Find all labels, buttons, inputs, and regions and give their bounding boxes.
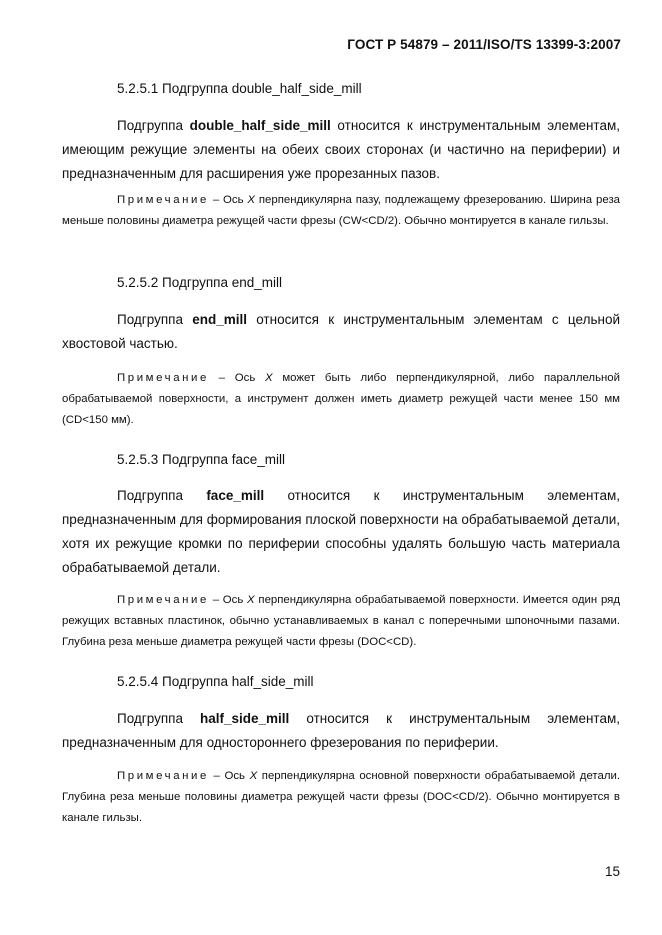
axis-symbol: X <box>249 770 258 782</box>
paragraph-text: относится к инструментальным элементам, предназначенным для одностороннего фрезерования по периферии. <box>62 711 620 750</box>
note-prefix: – Ось <box>208 372 265 384</box>
note-prefix: – Ось <box>208 770 250 782</box>
note <box>62 766 620 829</box>
note-prefix: – Ось <box>208 194 248 206</box>
term-name: face_mill <box>206 488 265 503</box>
section-paragraph <box>62 707 620 755</box>
note-label: Примечание <box>117 372 209 384</box>
note-text: может быть либо перпендикулярной, либо параллельной обрабатываемой поверхности, а инструмент должен иметь диаметр режущей части менее 150 мм (CD<150 мм). <box>62 372 620 426</box>
paragraph-prefix: Подгруппа <box>117 488 207 503</box>
section-paragraph <box>62 484 620 580</box>
axis-symbol: X <box>247 594 255 606</box>
section-heading: 5.2.5.3 Подгруппа face_mill <box>117 452 286 467</box>
note-label: Примечание <box>117 194 209 206</box>
paragraph-text: относится к инструментальным элементам, предназначенным для формирования плоской поверхности на обрабатываемой детали, хотя их режущие кромки по периферии способны удалять большую часть материала обрабатываемой детали. <box>62 488 620 575</box>
page-number: 15 <box>604 864 620 879</box>
section-heading: 5.2.5.1 Подгруппа double_half_side_mill <box>117 81 362 96</box>
note-text: перпендикулярна пазу, подлежащему фрезерованию. Ширина реза меньше половины диаметра режущей части фрезы (CW<CD/2). Обычно монтируется в канале гильзы. <box>62 194 620 227</box>
term-name: double_half_side_mill <box>189 118 331 133</box>
paragraph-prefix: Подгруппа <box>117 312 193 327</box>
axis-symbol: X <box>247 194 256 206</box>
paragraph-prefix: Подгруппа <box>117 711 201 726</box>
term-name: half_side_mill <box>200 711 290 726</box>
note-label: Примечание <box>117 770 209 782</box>
note <box>62 590 620 653</box>
note-text: перпендикулярна основной поверхности обрабатываемой детали. Глубина реза меньше половины диаметра режущей части фрезы (DOC<CD/2). Обычно монтируется в канале гильзы. <box>62 770 620 824</box>
section-heading: 5.2.5.2 Подгруппа end_mill <box>117 275 283 290</box>
section-paragraph <box>62 114 620 186</box>
section-paragraph <box>62 308 620 356</box>
note-prefix: – Ось <box>208 594 248 606</box>
note <box>62 190 620 232</box>
section-heading: 5.2.5.4 Подгруппа half_side_mill <box>117 674 314 689</box>
axis-symbol: X <box>265 372 273 384</box>
page-header: ГОСТ Р 54879 – 2011/ISO/TS 13399-3:2007 <box>347 37 621 52</box>
term-name: end_mill <box>192 312 247 327</box>
note-text: перпендикулярна обрабатываемой поверхности. Имеется один ряд режущих вставных пластинок, обычно устанавливаемых в канал с поперечными шпоночными пазами. Глубина реза меньше диаметра режущей части фрезы (DOC<CD). <box>62 594 620 648</box>
paragraph-text: относится к инструментальным элементам, имеющим режущие элементы на обеих своих сторонах (и частично на периферии) и предназначенным для расширения уже прорезанных пазов. <box>62 118 621 181</box>
paragraph-text: относится к инструментальным элементам с цельной хвостовой частью. <box>62 312 620 351</box>
note <box>62 368 620 431</box>
paragraph-prefix: Подгруппа <box>117 118 190 133</box>
note-label: Примечание <box>117 594 209 606</box>
